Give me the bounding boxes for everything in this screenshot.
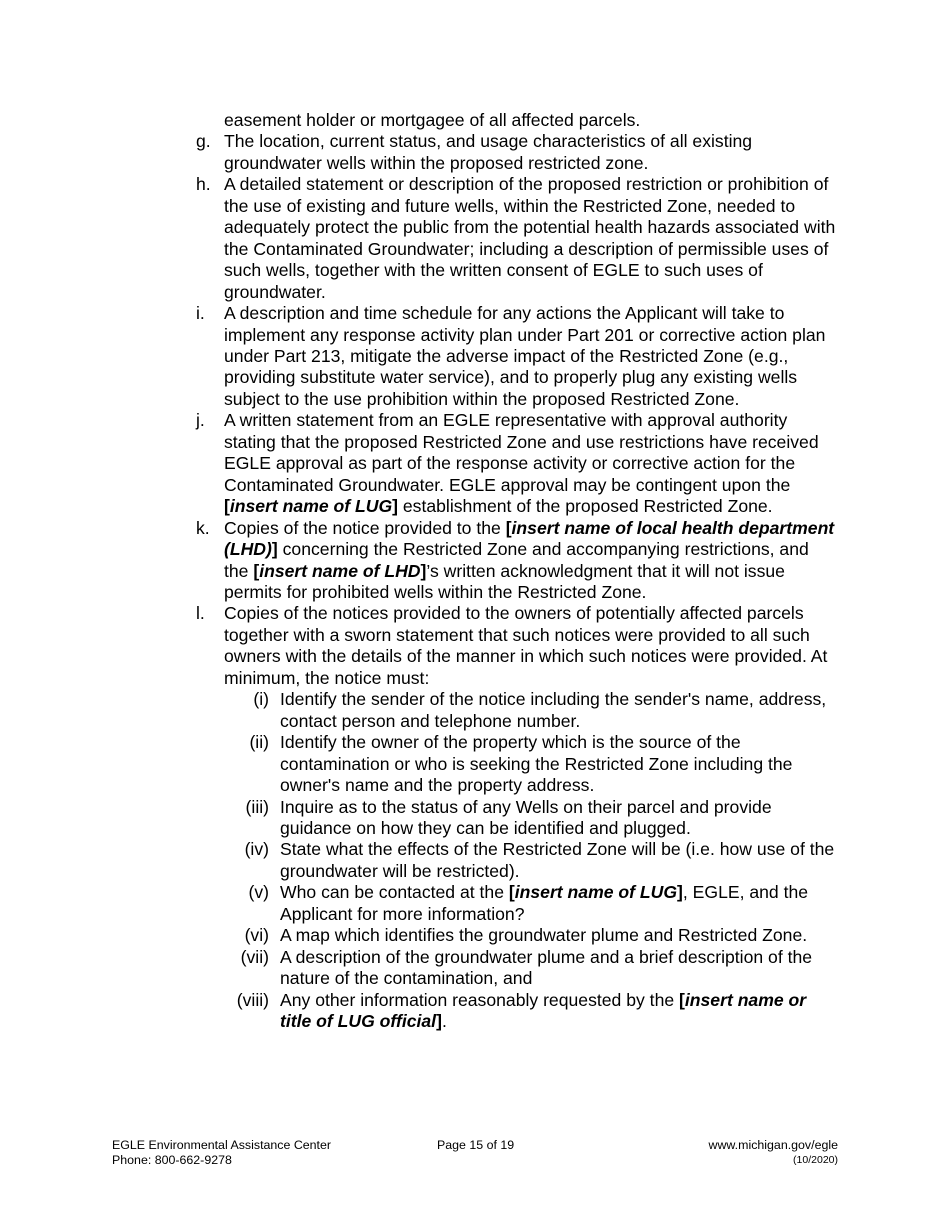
footer-date: (10/2020) xyxy=(793,1154,838,1166)
sub-item-text: A map which identifies the groundwater plume and Restricted Zone. xyxy=(280,925,808,946)
footer-website xyxy=(709,1138,838,1168)
bracket: ] xyxy=(436,1011,442,1032)
list-marker: g. xyxy=(196,131,211,152)
bracket: ] xyxy=(677,882,683,903)
sub-item-text: A description of the groundwater plume and a brief description of the nature of the contamination, and xyxy=(280,946,813,989)
bracket: [ xyxy=(505,517,512,538)
list-marker: h. xyxy=(196,174,211,195)
insert-placeholder: insert name of local health department (LHD) xyxy=(224,517,835,560)
list-item-l xyxy=(196,603,836,689)
bracket: [ xyxy=(253,560,260,581)
sub-item-iii xyxy=(196,797,836,840)
sub-item-text: . xyxy=(441,1011,447,1032)
bracket: [ xyxy=(508,882,515,903)
sub-marker: (ii) xyxy=(249,732,269,753)
sub-item-iv xyxy=(196,839,836,882)
sub-marker: (viii) xyxy=(236,989,269,1010)
sub-item-ii xyxy=(196,732,836,796)
bracket: ] xyxy=(271,539,278,560)
insert-placeholder: insert name of LUG xyxy=(514,882,678,903)
list-item-h xyxy=(196,174,836,303)
list-item-text: Copies of the notice provided to the xyxy=(224,517,506,538)
page-number: Page 15 of 19 xyxy=(437,1138,515,1152)
sub-item-text: Any other information reasonably requested by the xyxy=(280,989,680,1010)
list-item-text: concerning the Restricted Zone and accompanying restrictions, and the xyxy=(224,539,809,581)
list-item-text: establishment of the proposed Restricted Zone. xyxy=(398,496,773,517)
list-item-text: ’s written acknowledgment that it will not issue permits for prohibited wells within the Restricted Zone. xyxy=(224,560,785,602)
footer-url: www.michigan.gov/egle xyxy=(708,1138,838,1152)
sub-item-viii xyxy=(196,990,836,1033)
sub-item-text: Identify the owner of the property which is the source of the contamination or who is seeking the Restricted Zone including the owner's name and the property address. xyxy=(280,732,793,796)
document-body xyxy=(196,110,836,1032)
sub-item-text: Identify the sender of the notice including the sender's name, address, contact person and telephone number. xyxy=(280,689,827,731)
sub-item-text: Inquire as to the status of any Wells on their parcel and provide guidance on how they can be identified and plugged. xyxy=(280,796,772,838)
sub-marker: (iv) xyxy=(244,839,269,860)
list-item-text: A description and time schedule for any actions the Applicant will take to implement any response activity plan under Part 201 or corrective action plan under Part 213, mitigate the adverse impact of the Restricted Zone (e.g., providing substitute water service), and to properly plug any existing wells subject to the use prohibition within the proposed Restricted Zone. xyxy=(224,303,826,409)
list-item-text: A written statement from an EGLE representative with approval authority stating that the proposed Restricted Zone and use restrictions have received EGLE approval as part of the response activity or corrective action for the Contaminated Groundwater. EGLE approval may be contingent upon the xyxy=(224,410,819,495)
sub-marker: (vi) xyxy=(244,925,269,946)
bracket: ] xyxy=(420,560,427,581)
list-item-text: Copies of the notices provided to the owners of potentially affected parcels together with a sworn statement that such notices were provided to all such owners with the details of the manner in which such notices were provided. At minimum, the notice must: xyxy=(224,603,828,688)
list-item-text: A detailed statement or description of the proposed restriction or prohibition of the use of existing and future wells, within the Restricted Zone, needed to adequately protect the public from the potential health hazards associated with the Contaminated Groundwater; including a description of permissible uses of such wells, together with the written consent of EGLE to such uses of groundwater. xyxy=(224,174,836,302)
bracket: [ xyxy=(679,989,685,1010)
list-item-i xyxy=(196,303,836,410)
list-item-g xyxy=(196,131,836,174)
sub-marker: (i) xyxy=(253,689,269,710)
insert-placeholder: insert name or title of LUG official xyxy=(280,989,807,1032)
sub-item-vii xyxy=(196,947,836,990)
sub-marker: (iii) xyxy=(245,796,269,817)
list-marker: i. xyxy=(196,303,205,324)
insert-placeholder: insert name of LUG xyxy=(229,496,393,517)
sub-item-text: , EGLE, and the Applicant for more information? xyxy=(280,882,809,924)
sub-marker: (v) xyxy=(248,882,269,903)
footer-contact xyxy=(112,1138,331,1168)
sub-item-i xyxy=(196,689,836,732)
sub-item-vi xyxy=(196,925,836,946)
insert-placeholder: insert name of LHD xyxy=(259,560,421,581)
footer-org: EGLE Environmental Assistance Center xyxy=(112,1138,332,1152)
continuation-text: easement holder or mortgagee of all affected parcels. xyxy=(224,110,641,130)
list-marker: k. xyxy=(196,517,210,538)
list-item-j xyxy=(196,410,836,517)
list-marker: l. xyxy=(196,603,205,624)
sub-marker: (vii) xyxy=(240,946,269,967)
list-item-k xyxy=(196,518,836,604)
sub-item-text: State what the effects of the Restricted Zone will be (i.e. how use of the groundwater will be restricted). xyxy=(280,839,835,881)
footer-phone: Phone: 800-662-9278 xyxy=(112,1153,232,1167)
sub-item-v xyxy=(196,882,836,925)
list-item-text: The location, current status, and usage characteristics of all existing groundwater wells within the proposed restricted zone. xyxy=(224,131,753,173)
bracket: [ xyxy=(224,496,230,517)
list-marker: j. xyxy=(196,410,205,431)
bracket: ] xyxy=(392,496,398,517)
sub-item-text: Who can be contacted at the xyxy=(280,882,509,903)
